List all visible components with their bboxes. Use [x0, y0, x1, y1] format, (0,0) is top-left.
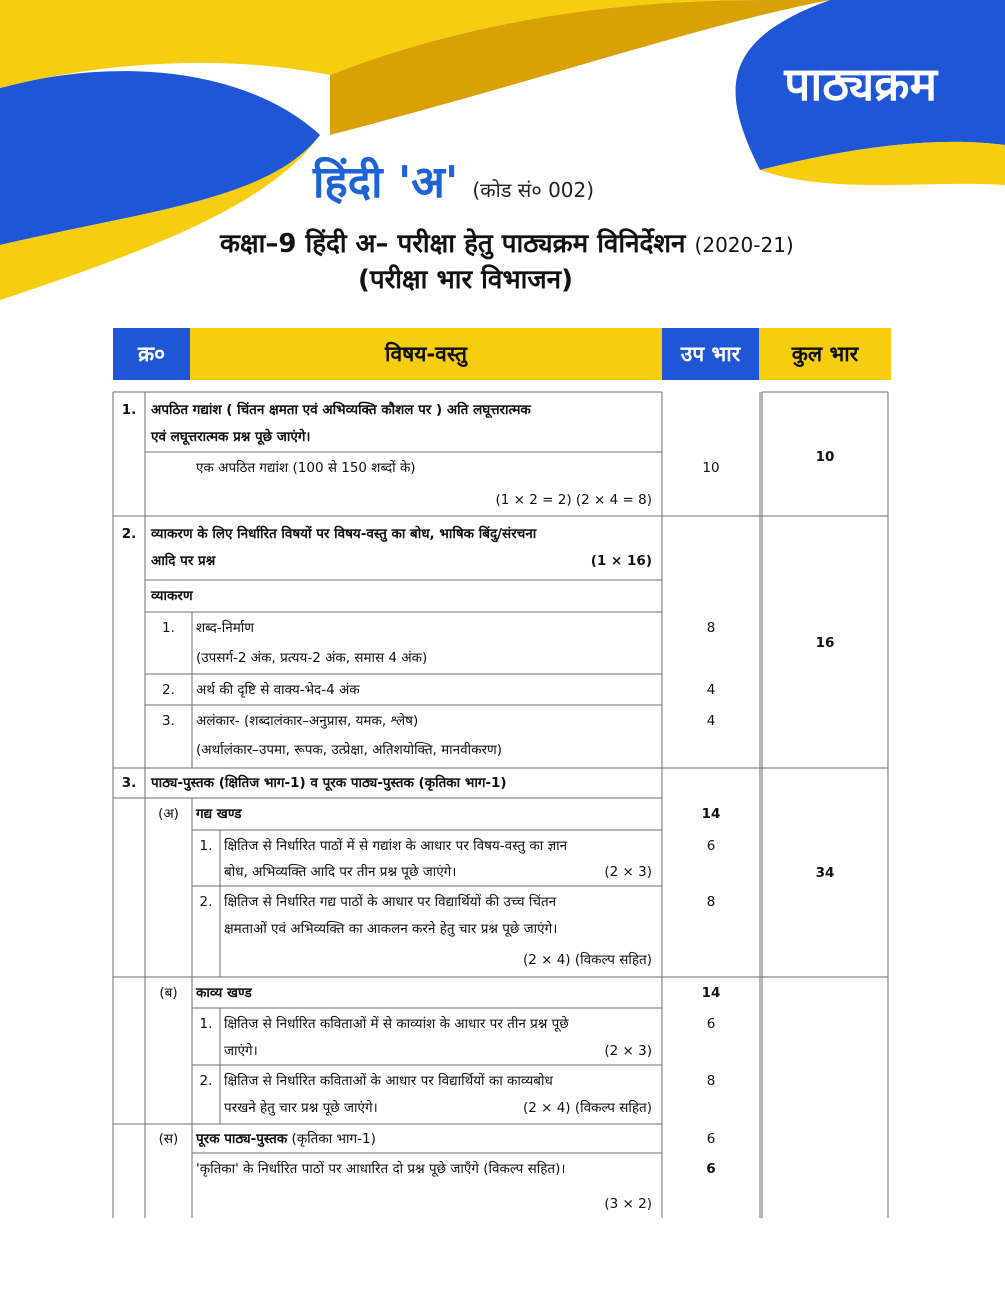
weightage-subtitle: (परीक्षा भार विभाजन) — [358, 265, 573, 295]
session-year: (2020-21) — [694, 233, 794, 257]
prose-item-2-line1: क्षितिज से निर्धारित गद्य पाठों के आधार पर विद्यार्थियों की उच्च चिंतन — [224, 894, 557, 910]
grammar-item-2-number: 2. — [162, 682, 175, 698]
grammar-item-1-line1: शब्द-निर्माण — [196, 620, 255, 636]
total-weight-3: 34 — [815, 865, 835, 881]
grammar-item-2-weight: 4 — [706, 682, 716, 698]
poetry-section-weight: 14 — [701, 985, 721, 1001]
grammar-item-2-line1: अर्थ की दृष्टि से वाक्य-भेद-4 अंक — [196, 682, 360, 698]
grammar-item-1-line2: (उपसर्ग-2 अंक, प्रत्यय-2 अंक, समास 4 अंक) — [196, 650, 428, 666]
supplementary-item-weight: 6 — [706, 1161, 716, 1177]
section-1-text-line2: एवं लघूत्तरात्मक प्रश्न पूछे जाएंगे। — [151, 429, 311, 445]
prose-item-1-marks: (2 × 3) — [604, 864, 652, 880]
poetry-item-1-marks: (2 × 3) — [604, 1043, 652, 1059]
section-2-text-line1: व्याकरण के लिए निर्धारित विषयों पर विषय-वस्तु का बोध, भाषिक बिंदु/संरचना — [151, 526, 537, 542]
poetry-item-1-line2: जाएंगे। — [224, 1043, 258, 1059]
poetry-item-2-weight: 8 — [706, 1073, 716, 1089]
supplementary-section-title — [196, 1127, 376, 1151]
supplementary-item-marks: (3 × 2) — [604, 1196, 652, 1212]
poetry-item-2-number: 2. — [199, 1073, 213, 1089]
prose-item-2-line2: क्षमताओं एवं अभिव्यक्ति का आकलन करने हेतु चार प्रश्न पूछे जाएंगे। — [224, 921, 558, 937]
supplementary-title-main: पूरक पाठ्य-पुस्तक — [196, 1131, 288, 1147]
prose-item-1-weight: 6 — [706, 838, 716, 854]
header-sub-weight: उप भार — [662, 328, 759, 380]
section-1-weight: 10 — [702, 460, 720, 476]
total-weight-2: 16 — [815, 635, 835, 651]
grammar-item-1-number: 1. — [162, 620, 175, 636]
header-total-weight: कुल भार — [759, 328, 891, 380]
prose-item-2-number: 2. — [199, 894, 213, 910]
section-1-text-line1: अपठित गद्यांश ( चिंतन क्षमता एवं अभिव्यक्ति कौशल पर ) अति लघूत्तरात्मक — [151, 402, 531, 418]
grammar-item-3-number: 3. — [162, 713, 175, 729]
section-1-marks: (1 × 2 = 2) (2 × 4 = 8) — [495, 492, 652, 508]
prose-section-label: (अ) — [158, 806, 179, 822]
supplementary-item: 'कृतिका' के निर्धारित पाठों पर आधारित दो प्रश्न पूछे जाएँगे (विकल्प सहित)। — [196, 1161, 566, 1177]
section-2-text-line2: आदि पर प्रश्न — [151, 553, 216, 569]
subject-code: (कोड सं० 002) — [472, 178, 595, 202]
section-2-marks: (1 × 16) — [590, 553, 652, 569]
grammar-item-3-line1: अलंकार- (शब्दालंकार–अनुप्रास, यमक, श्लेष) — [196, 713, 419, 729]
banner-title: पाठ्यक्रम — [784, 57, 937, 111]
grammar-item-1-weight: 8 — [706, 620, 716, 636]
prose-section-weight: 14 — [701, 806, 721, 822]
grammar-heading: व्याकरण — [151, 588, 193, 604]
prose-item-2-weight: 8 — [706, 894, 716, 910]
total-weight-1: 10 — [815, 449, 835, 465]
poetry-item-2-marks: (2 × 4) (विकल्प सहित) — [522, 1100, 652, 1116]
section-3-text: पाठ्य-पुस्तक (क्षितिज भाग-1) व पूरक पाठ्य-पुस्तक (कृतिका भाग-1) — [151, 775, 507, 791]
poetry-item-1-line1: क्षितिज से निर्धारित कविताओं में से काव्यांश के आधार पर तीन प्रश्न पूछे — [224, 1016, 569, 1032]
section-2-number: 2. — [121, 526, 137, 542]
header-serial: क्र० — [113, 328, 190, 380]
header-content: विषय-वस्तु — [190, 328, 662, 380]
prose-item-1-number: 1. — [199, 838, 213, 854]
poetry-item-1-number: 1. — [199, 1016, 213, 1032]
poetry-item-2-line1: क्षितिज से निर्धारित कविताओं के आधार पर विद्यार्थियों का काव्यबोध — [224, 1073, 553, 1089]
section-1-item: एक अपठित गद्यांश (100 से 150 शब्दों के) — [196, 460, 416, 476]
poetry-item-1-weight: 6 — [706, 1016, 716, 1032]
poetry-section-title: काव्य खण्ड — [196, 985, 252, 1001]
supplementary-section-label: (स) — [158, 1131, 179, 1147]
poetry-item-2-line2: परखने हेतु चार प्रश्न पूछे जाएंगे। — [224, 1100, 378, 1116]
supplementary-title-suffix: (कृतिका भाग-1) — [291, 1131, 376, 1147]
prose-item-1-line1: क्षितिज से निर्धारित पाठों में से गद्यांश के आधार पर विषय-वस्तु का ज्ञान — [224, 838, 568, 854]
prose-item-2-marks: (2 × 4) (विकल्प सहित) — [522, 952, 652, 968]
subject-name: हिंदी 'अ' — [313, 157, 459, 208]
poetry-section-label: (ब) — [159, 985, 178, 1001]
grammar-item-3-weight: 4 — [706, 713, 716, 729]
prose-section-title: गद्य खण्ड — [196, 806, 242, 822]
prose-item-1-line2: बोध, अभिव्यक्ति आदि पर तीन प्रश्न पूछे जाएंगे। — [224, 864, 457, 880]
section-1-number: 1. — [121, 402, 137, 418]
subtitle-text: कक्षा–9 हिंदी अ– परीक्षा हेतु पाठ्यक्रम विनिर्देशन — [220, 229, 686, 259]
section-3-number: 3. — [121, 775, 137, 791]
supplementary-section-weight: 6 — [706, 1131, 716, 1147]
grammar-item-3-line2: (अर्थालंकार–उपमा, रूपक, उत्प्रेक्षा, अतिशयोक्ति, मानवीकरण) — [196, 742, 503, 758]
